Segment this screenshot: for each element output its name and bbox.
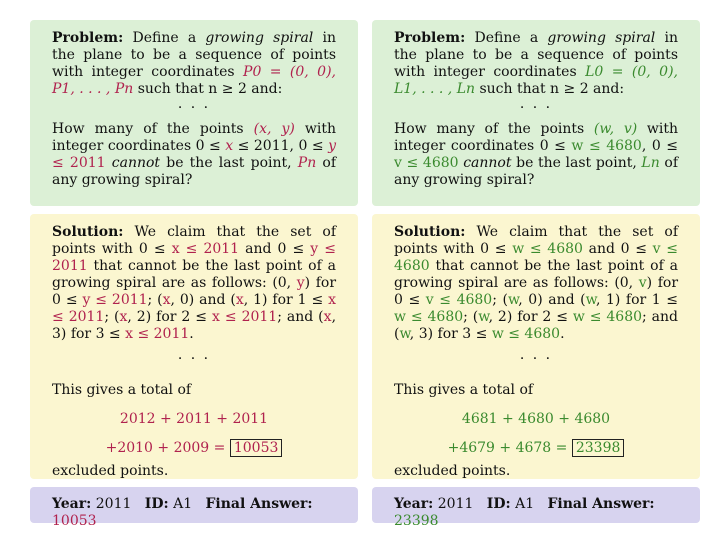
- y-variable: y: [328, 138, 336, 154]
- solution-text: that cannot be the last point of a growing spiral are as follows: (0,: [394, 258, 678, 291]
- solution-text: , 2) for 2 ≤: [127, 309, 212, 325]
- equation-line-2: [394, 440, 678, 457]
- solution-text: ; and (: [277, 309, 324, 325]
- last-point: Ln: [641, 155, 660, 171]
- math-term: w: [585, 292, 596, 308]
- question-emphasis: cannot: [111, 155, 161, 171]
- point-variable: (w, v): [593, 121, 638, 137]
- solution-text: We claim that the set of points with 0 ≤: [52, 224, 336, 257]
- final-answer-label: Final Answer:: [205, 496, 313, 512]
- equation-text: +4679 + 4678 =: [447, 440, 572, 456]
- w-bound: w ≤ 4680: [571, 138, 642, 154]
- year-label: Year:: [52, 496, 92, 512]
- boxed-answer: 10053: [230, 439, 283, 457]
- problem-emphasis: growing spiral: [547, 30, 656, 46]
- math-term: x: [235, 292, 244, 308]
- math-term: y: [296, 275, 305, 291]
- problem-label: Problem:: [394, 30, 466, 46]
- solution-text: .: [560, 326, 565, 342]
- solution-card: [30, 214, 358, 479]
- right-column: [372, 20, 700, 529]
- equation-line-2: [52, 440, 336, 457]
- excluded-text: excluded points.: [394, 463, 511, 479]
- math-term: v ≤ 4680: [394, 241, 679, 274]
- math-term: w: [478, 309, 489, 325]
- math-term: x: [162, 292, 171, 308]
- math-term: w ≤ 4680: [394, 309, 464, 325]
- question-emphasis: cannot: [463, 155, 512, 171]
- ellipsis: · · ·: [519, 351, 553, 367]
- math-term: w ≤ 4680: [512, 241, 583, 257]
- math-term: x ≤ 2011: [212, 309, 278, 325]
- id-label: ID:: [486, 496, 511, 512]
- boxed-answer: 23398: [572, 439, 625, 457]
- point-variable: (x, y): [253, 121, 295, 137]
- problem-text: Define a: [132, 30, 206, 46]
- equation-line-1: 2012 + 2011 + 2011: [119, 411, 269, 427]
- total-text: This gives a total of: [52, 382, 192, 398]
- math-term: w ≤ 4680: [491, 326, 561, 342]
- meta-card: [372, 487, 700, 529]
- question-text: be the last point,: [160, 155, 298, 171]
- solution-text: , 0) and (: [518, 292, 586, 308]
- ellipsis: · · ·: [177, 351, 211, 367]
- problem-text: Define a: [474, 30, 548, 46]
- solution-text: ) for 0 ≤: [394, 275, 679, 308]
- problem-text: such that n ≥ 2 and:: [133, 81, 283, 97]
- solution-claim: [52, 224, 336, 343]
- question-text: , 0 ≤: [641, 138, 678, 154]
- id-label: ID:: [144, 496, 169, 512]
- total-text: This gives a total of: [394, 382, 534, 398]
- problem-question: [394, 121, 678, 189]
- solution-text: and 0 ≤: [239, 241, 311, 257]
- math-term: w ≤ 4680: [572, 309, 643, 325]
- problem-text: such that n ≥ 2 and:: [475, 81, 625, 97]
- math-term: x ≤ 2011: [171, 241, 240, 257]
- math-term: y ≤ 2011: [82, 292, 148, 308]
- solution-text: that cannot be the last point of a growing spiral are as follows: (0,: [52, 258, 336, 291]
- ellipsis: · · ·: [519, 100, 553, 116]
- question-text: ≤ 2011, 0 ≤: [233, 138, 329, 154]
- question-text: of any growing spiral?: [52, 155, 337, 188]
- problem-card: [372, 20, 700, 206]
- solution-text: We claim that the set of points with 0 ≤: [394, 224, 678, 257]
- solution-text: ; (: [463, 309, 479, 325]
- solution-text: ; and (: [394, 309, 678, 342]
- math-term: x ≤ 2011: [52, 292, 336, 325]
- problem-card: [30, 20, 358, 206]
- year-label: Year:: [394, 496, 434, 512]
- solution-text: ) for 0 ≤: [52, 275, 337, 308]
- problem-definition: [394, 30, 678, 98]
- final-answer-label: Final Answer:: [547, 496, 655, 512]
- year-value: 2011: [95, 496, 132, 512]
- math-term: w: [507, 292, 519, 308]
- solution-text: and 0 ≤: [582, 241, 653, 257]
- question-text: How many of the points: [52, 121, 254, 137]
- last-point: Pn: [297, 155, 317, 171]
- problem-text: in the plane to be a sequence of points with integer coordinates: [394, 30, 678, 80]
- problem-question: [52, 121, 336, 189]
- solution-text: , 1) for 1 ≤: [243, 292, 329, 308]
- sequence-text: 0 = (0, 0), P1, . . . , Pn: [52, 64, 336, 97]
- question-text: with integer coordinates 0 ≤: [394, 121, 679, 154]
- x-variable: x: [225, 138, 234, 154]
- question-text: with integer coordinates 0 ≤: [52, 121, 337, 154]
- solution-text: , 1) for 1 ≤: [595, 292, 678, 308]
- v-bound: v ≤ 4680: [394, 155, 459, 171]
- problem-label: Problem:: [52, 30, 124, 46]
- problem-definition: [52, 30, 336, 98]
- question-text: How many of the points: [394, 121, 594, 137]
- solution-text: , 2) for 2 ≤: [488, 309, 573, 325]
- solution-text: ; (: [147, 292, 163, 308]
- solution-text: , 3) for 3 ≤: [52, 309, 337, 342]
- math-term: v ≤ 4680: [425, 292, 493, 308]
- question-bound: ≤ 2011: [52, 155, 106, 171]
- solution-text: , 3) for 3 ≤: [409, 326, 492, 342]
- math-term: w: [399, 326, 410, 342]
- question-text: be the last point,: [511, 155, 642, 171]
- problem-text: in the plane to be a sequence of points with integer coordinates: [52, 30, 336, 80]
- solution-label: Solution:: [52, 224, 124, 240]
- solution-text: ; (: [492, 292, 508, 308]
- equation-text: +2010 + 2009 =: [105, 440, 230, 456]
- math-term: x: [323, 309, 332, 325]
- math-term: x: [119, 309, 128, 325]
- solution-card: [372, 214, 700, 479]
- math-term: x ≤ 2011: [125, 326, 190, 342]
- question-text: of any growing spiral?: [394, 155, 678, 188]
- left-column: [30, 20, 358, 529]
- final-answer-value: 23398: [394, 513, 439, 529]
- excluded-text: excluded points.: [52, 463, 169, 479]
- solution-claim: [394, 224, 678, 343]
- solution-text: .: [189, 326, 194, 342]
- problem-emphasis: growing spiral: [205, 30, 314, 46]
- id-value: A1: [173, 496, 193, 512]
- math-term: v: [638, 275, 647, 291]
- ellipsis: · · ·: [177, 100, 211, 116]
- math-term: y ≤ 2011: [52, 241, 336, 274]
- equation-line-1: 4681 + 4680 + 4680: [461, 411, 611, 427]
- final-answer-value: 10053: [52, 513, 97, 529]
- id-value: A1: [515, 496, 535, 512]
- solution-text: ; (: [104, 309, 120, 325]
- problem-sequence: L0 = (0, 0), L1, . . . , Ln: [394, 64, 678, 97]
- solution-text: , 0) and (: [170, 292, 236, 308]
- meta-card: [30, 487, 358, 529]
- sequence-symbol: P: [243, 64, 253, 80]
- year-value: 2011: [437, 496, 474, 512]
- solution-label: Solution:: [394, 224, 466, 240]
